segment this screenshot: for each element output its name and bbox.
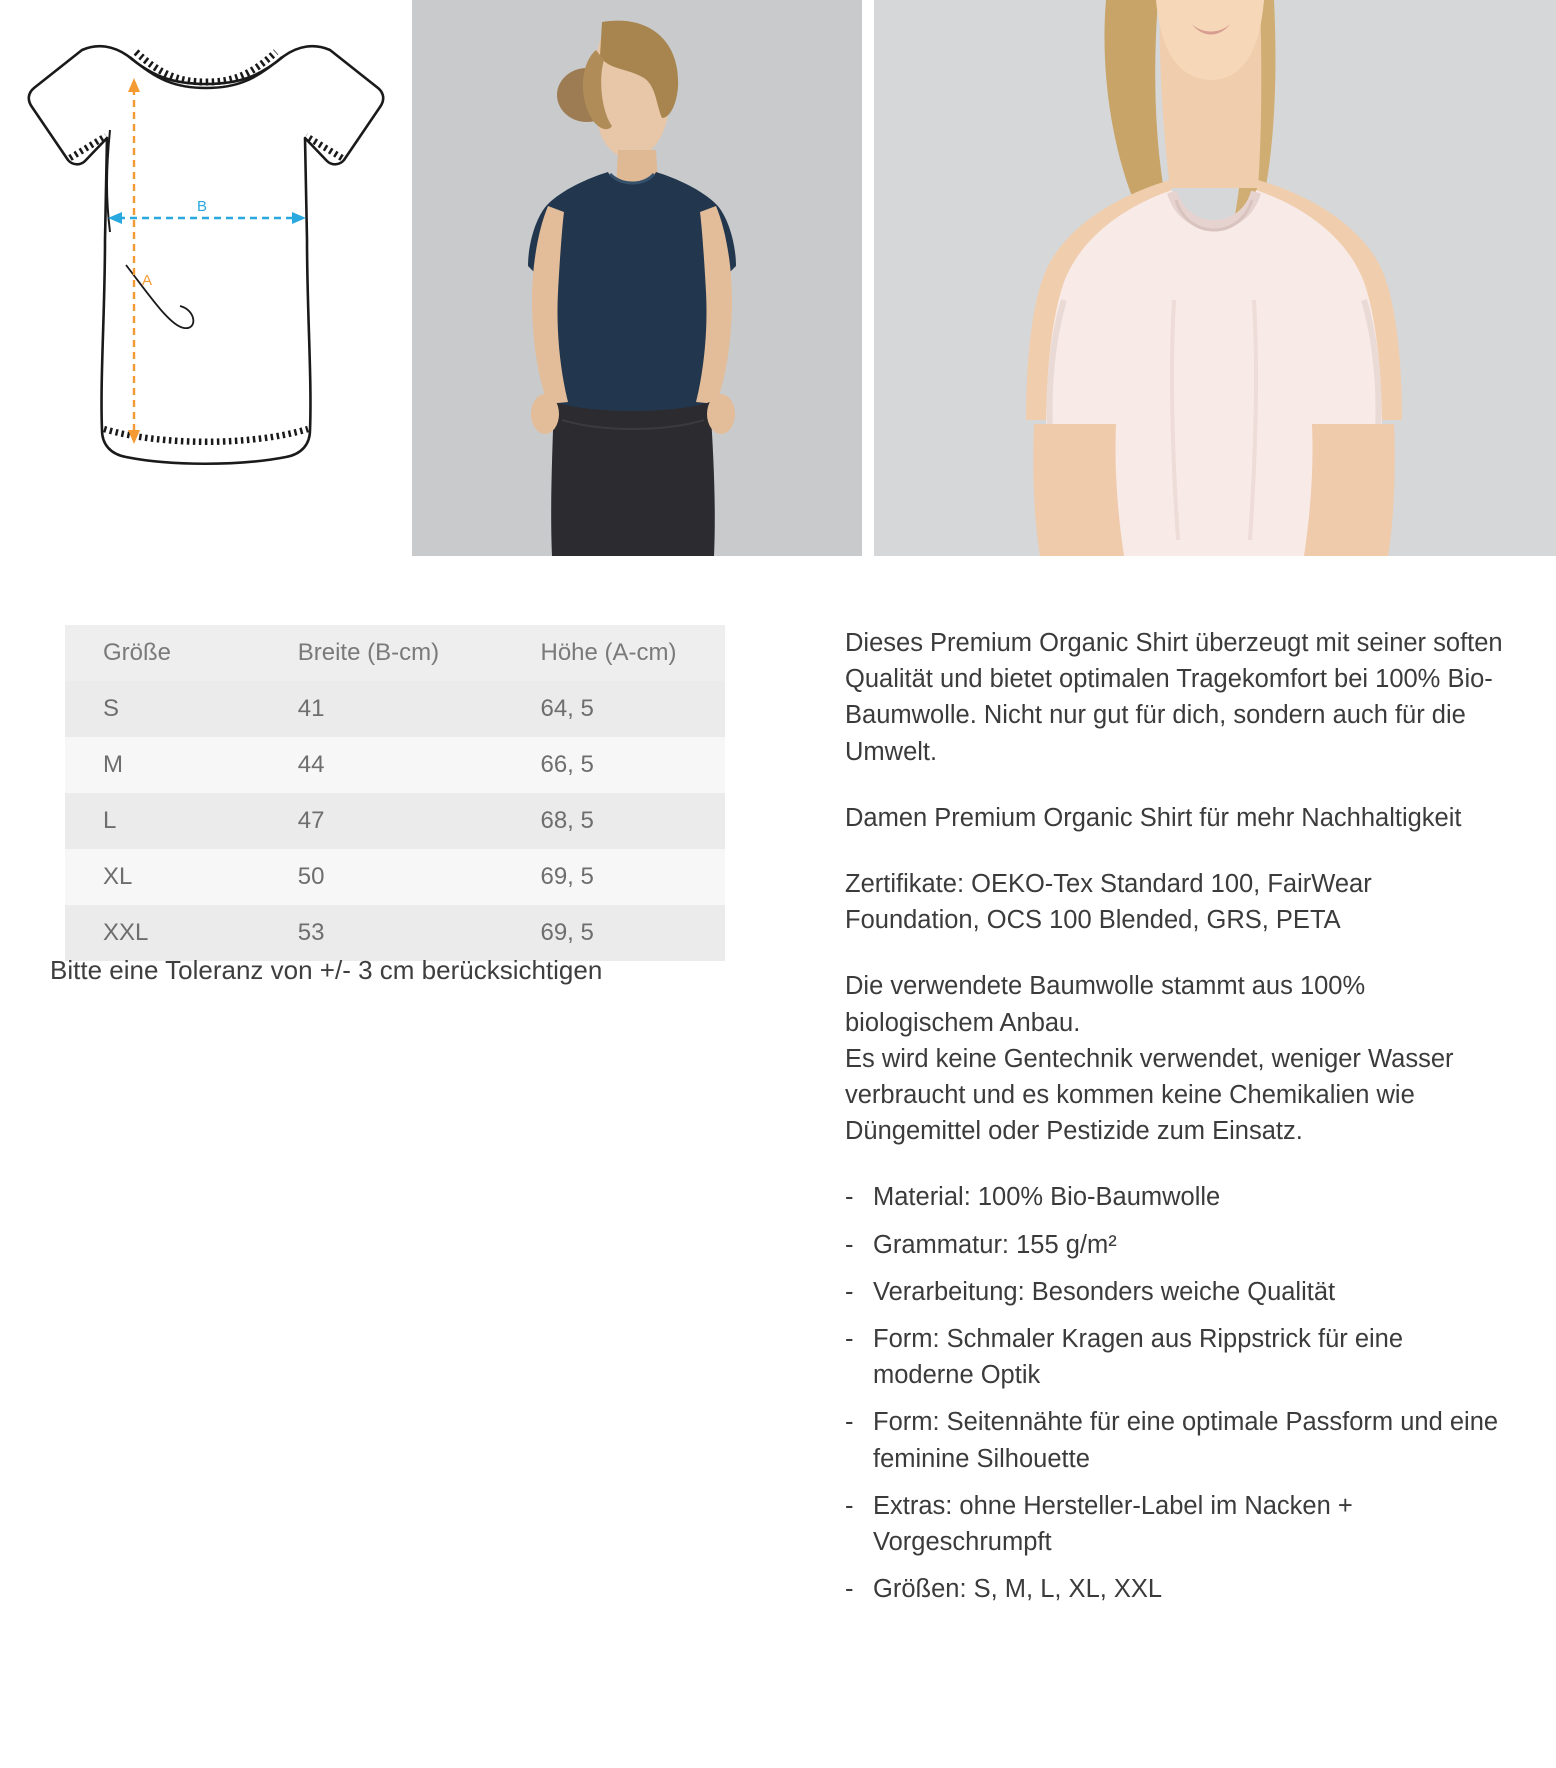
svg-text:B: B	[196, 198, 208, 215]
womens-tshirt-technical-drawing-icon	[10, 10, 390, 480]
cell-height: 66, 5	[502, 737, 725, 793]
model-front-detail-illustration	[874, 0, 1556, 556]
list-item	[845, 1274, 1510, 1310]
description-paragraph-4: Die verwendete Baumwolle stammt aus 100% biologischem Anbau.	[845, 972, 1366, 1037]
cell-size: M	[65, 737, 260, 793]
list-item	[845, 1571, 1510, 1607]
product-image-strip	[0, 0, 1556, 556]
cell-size: L	[65, 793, 260, 849]
cell-width: 44	[260, 737, 503, 793]
bullet-dash: -	[845, 1325, 854, 1354]
column-header-width: Breite (B-cm)	[260, 625, 503, 681]
description-paragraph-1: Dieses Premium Organic Shirt überzeugt mit seiner soften Qualität und bietet optimalen Tragekomfort bei 100% Bio-Baumwolle. Nicht nur gut für dich, sondern auch für die Umwelt.	[845, 629, 1503, 766]
list-item	[845, 1488, 1510, 1560]
list-item	[845, 1227, 1510, 1263]
table-row	[65, 737, 725, 793]
cell-size: XXL	[65, 905, 260, 961]
description-paragraph-3: Zertifikate: OEKO-Tex Standard 100, FairWear Foundation, OCS 100 Blended, GRS, PETA	[845, 870, 1372, 935]
list-item-label: Form: Seitennähte für eine optimale Passform und eine feminine Silhouette	[873, 1408, 1499, 1473]
cell-size: XL	[65, 849, 260, 905]
cell-width: 41	[260, 681, 503, 737]
bullet-dash: -	[845, 1575, 854, 1604]
product-description	[845, 625, 1510, 1618]
table-row	[65, 905, 725, 961]
bullet-dash: -	[845, 1230, 854, 1259]
cell-height: 64, 5	[502, 681, 725, 737]
cell-width: 50	[260, 849, 503, 905]
cell-height: 69, 5	[502, 905, 725, 961]
model-back-view-illustration	[412, 0, 862, 556]
table-row	[65, 849, 725, 905]
specification-list	[845, 1179, 1510, 1607]
list-item-label: Verarbeitung: Besonders weiche Qualität	[873, 1277, 1336, 1306]
technical-drawing-panel	[0, 0, 410, 556]
bullet-dash: -	[845, 1277, 854, 1306]
list-item-label: Extras: ohne Hersteller-Label im Nacken + Vorgeschrumpft	[873, 1491, 1353, 1557]
description-paragraph-2: Damen Premium Organic Shirt für mehr Nachhaltigkeit	[845, 803, 1462, 832]
list-item	[845, 1179, 1510, 1215]
list-item-label: Form: Schmaler Kragen aus Rippstrick für eine moderne Optik	[873, 1325, 1404, 1390]
cell-height: 68, 5	[502, 793, 725, 849]
svg-text:A: A	[141, 272, 153, 289]
list-item-label: Größen: S, M, L, XL, XXL	[873, 1575, 1163, 1604]
list-item-label: Grammatur: 155 g/m²	[873, 1230, 1117, 1259]
bullet-dash: -	[845, 1491, 854, 1520]
description-paragraph-5: Es wird keine Gentechnik verwendet, weniger Wasser verbraucht und es kommen keine Chemikalien wie Düngemittel oder Pestizide zum Einsatz.	[845, 1044, 1454, 1146]
size-chart-table	[65, 625, 725, 961]
table-header-row	[65, 625, 725, 681]
tolerance-note: Bitte eine Toleranz von +/- 3 cm berücksichtigen	[50, 955, 603, 985]
list-item	[845, 1321, 1510, 1393]
column-header-size: Größe	[65, 625, 260, 681]
model-back-view-photo	[412, 0, 862, 556]
list-item	[845, 1404, 1510, 1476]
cell-width: 47	[260, 793, 503, 849]
bullet-dash: -	[845, 1408, 854, 1437]
cell-width: 53	[260, 905, 503, 961]
list-item-label: Material: 100% Bio-Baumwolle	[873, 1183, 1221, 1212]
cell-height: 69, 5	[502, 849, 725, 905]
table-row	[65, 793, 725, 849]
bullet-dash: -	[845, 1183, 854, 1212]
model-front-detail-photo	[874, 0, 1556, 556]
table-row	[65, 681, 725, 737]
cell-size: S	[65, 681, 260, 737]
column-header-height: Höhe (A-cm)	[502, 625, 725, 681]
